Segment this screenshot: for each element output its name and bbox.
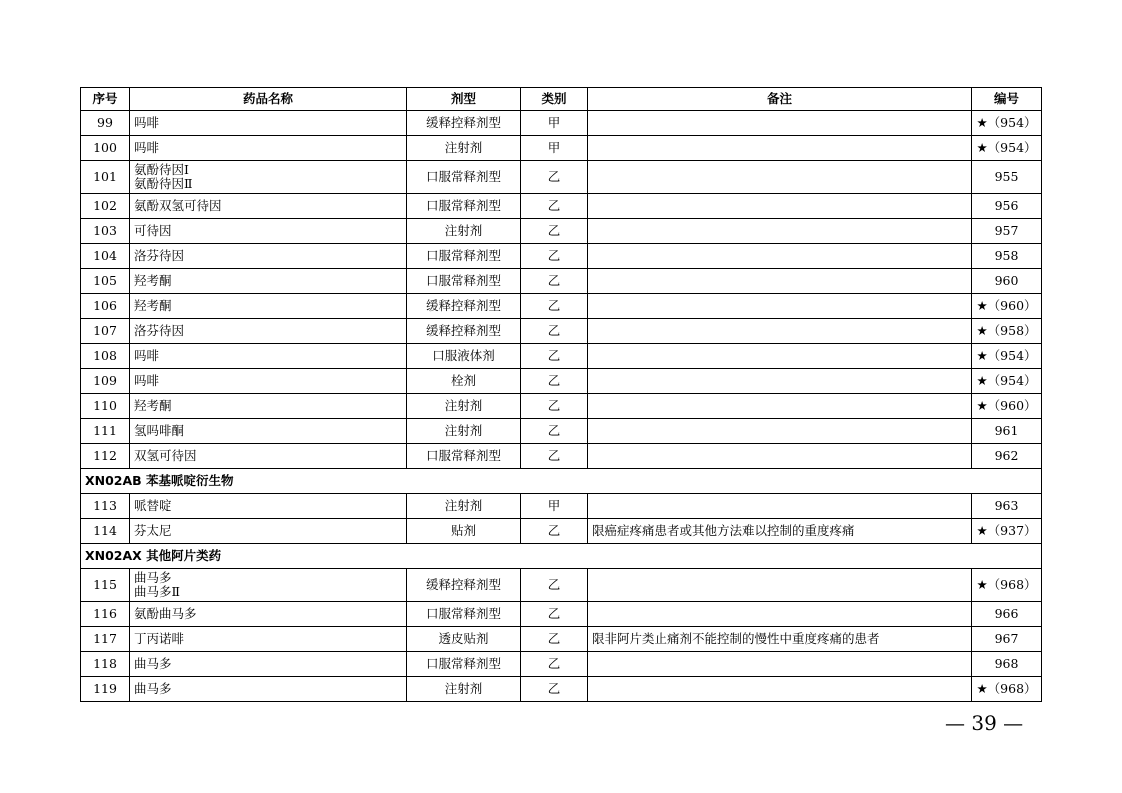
row-category: 乙 [521, 194, 588, 219]
row-name: 氢吗啡酮 [130, 419, 407, 444]
row-category: 乙 [521, 627, 588, 652]
row-code: ★（937） [972, 519, 1042, 544]
row-name: 丁丙诺啡 [130, 627, 407, 652]
row-no: 99 [81, 111, 130, 136]
row-no: 104 [81, 244, 130, 269]
row-form: 口服常释剂型 [407, 194, 521, 219]
row-code: 958 [972, 244, 1042, 269]
row-remarks [588, 444, 972, 469]
row-remarks [588, 494, 972, 519]
table-row [81, 219, 1042, 244]
row-category: 甲 [521, 494, 588, 519]
header-remarks: 备注 [588, 88, 972, 111]
row-name-line1: 氨酚待因Ⅰ [134, 162, 189, 177]
row-remarks [588, 244, 972, 269]
row-no: 101 [81, 161, 130, 194]
section-heading: XN02AX 其他阿片类药 [81, 544, 1042, 569]
row-name: 吗啡 [130, 344, 407, 369]
table-row [81, 652, 1042, 677]
row-category: 乙 [521, 369, 588, 394]
row-category: 乙 [521, 244, 588, 269]
row-category: 乙 [521, 319, 588, 344]
row-form: 口服常释剂型 [407, 444, 521, 469]
row-category: 乙 [521, 161, 588, 194]
row-name: 洛芬待因 [130, 244, 407, 269]
table-row [81, 136, 1042, 161]
table-row [81, 419, 1042, 444]
row-form: 口服液体剂 [407, 344, 521, 369]
table-row [81, 344, 1042, 369]
row-name [130, 161, 407, 194]
row-form: 注射剂 [407, 394, 521, 419]
row-form: 注射剂 [407, 219, 521, 244]
row-name-line1: 曲马多 [134, 570, 172, 585]
row-remarks [588, 677, 972, 702]
row-code: ★（954） [972, 111, 1042, 136]
row-code: ★（954） [972, 344, 1042, 369]
row-name: 芬太尼 [130, 519, 407, 544]
row-form: 缓释控释剂型 [407, 111, 521, 136]
row-name: 吗啡 [130, 136, 407, 161]
row-code: 957 [972, 219, 1042, 244]
row-code: 968 [972, 652, 1042, 677]
row-code: 960 [972, 269, 1042, 294]
table-row [81, 369, 1042, 394]
table-row [81, 627, 1042, 652]
row-code: 961 [972, 419, 1042, 444]
row-name: 吗啡 [130, 111, 407, 136]
row-no: 112 [81, 444, 130, 469]
table-row [81, 519, 1042, 544]
row-category: 乙 [521, 677, 588, 702]
row-form: 缓释控释剂型 [407, 569, 521, 602]
row-name: 氨酚双氢可待因 [130, 194, 407, 219]
row-form: 口服常释剂型 [407, 161, 521, 194]
row-form: 栓剂 [407, 369, 521, 394]
row-remarks [588, 294, 972, 319]
row-remarks: 限癌症疼痛患者或其他方法难以控制的重度疼痛 [588, 519, 972, 544]
row-name: 曲马多 [130, 652, 407, 677]
row-no: 102 [81, 194, 130, 219]
row-form: 口服常释剂型 [407, 269, 521, 294]
row-code: ★（954） [972, 369, 1042, 394]
row-form: 注射剂 [407, 677, 521, 702]
row-no: 115 [81, 569, 130, 602]
row-remarks [588, 161, 972, 194]
header-form: 剂型 [407, 88, 521, 111]
row-form: 注射剂 [407, 494, 521, 519]
row-no: 111 [81, 419, 130, 444]
row-remarks [588, 219, 972, 244]
drug-list-table [80, 87, 1042, 702]
row-no: 107 [81, 319, 130, 344]
row-remarks [588, 194, 972, 219]
row-form: 注射剂 [407, 136, 521, 161]
row-category: 乙 [521, 519, 588, 544]
table-row [81, 494, 1042, 519]
row-name: 双氢可待因 [130, 444, 407, 469]
row-no: 105 [81, 269, 130, 294]
page-number: — 39 — [945, 711, 1024, 735]
table-row [81, 677, 1042, 702]
row-code: 967 [972, 627, 1042, 652]
row-no: 114 [81, 519, 130, 544]
row-code: 966 [972, 602, 1042, 627]
table-row [81, 161, 1042, 194]
table-row [81, 111, 1042, 136]
row-name: 氨酚曲马多 [130, 602, 407, 627]
row-code: ★（968） [972, 569, 1042, 602]
row-remarks [588, 602, 972, 627]
row-remarks [588, 319, 972, 344]
row-remarks [588, 369, 972, 394]
row-category: 乙 [521, 444, 588, 469]
table-row [81, 394, 1042, 419]
row-code: 956 [972, 194, 1042, 219]
row-code: ★（960） [972, 294, 1042, 319]
row-category: 乙 [521, 394, 588, 419]
row-form: 注射剂 [407, 419, 521, 444]
row-no: 118 [81, 652, 130, 677]
row-no: 103 [81, 219, 130, 244]
header-name: 药品名称 [130, 88, 407, 111]
row-no: 117 [81, 627, 130, 652]
row-category: 乙 [521, 652, 588, 677]
row-form: 口服常释剂型 [407, 244, 521, 269]
row-no: 116 [81, 602, 130, 627]
row-remarks [588, 344, 972, 369]
table-row [81, 444, 1042, 469]
row-category: 乙 [521, 294, 588, 319]
row-no: 110 [81, 394, 130, 419]
row-name: 羟考酮 [130, 394, 407, 419]
row-category: 乙 [521, 419, 588, 444]
row-no: 109 [81, 369, 130, 394]
header-no: 序号 [81, 88, 130, 111]
row-category: 乙 [521, 219, 588, 244]
table-row [81, 194, 1042, 219]
row-code: ★（954） [972, 136, 1042, 161]
row-code: ★（960） [972, 394, 1042, 419]
row-code: 962 [972, 444, 1042, 469]
table-row [81, 569, 1042, 602]
row-remarks [588, 652, 972, 677]
row-name: 羟考酮 [130, 294, 407, 319]
row-remarks [588, 394, 972, 419]
row-category: 乙 [521, 569, 588, 602]
row-form: 缓释控释剂型 [407, 319, 521, 344]
header-category: 类别 [521, 88, 588, 111]
table-row [81, 319, 1042, 344]
row-name-line2: 氨酚待因Ⅱ [134, 176, 193, 191]
row-code: 963 [972, 494, 1042, 519]
row-name: 曲马多 [130, 677, 407, 702]
row-form: 口服常释剂型 [407, 602, 521, 627]
row-name: 可待因 [130, 219, 407, 244]
row-no: 108 [81, 344, 130, 369]
row-category: 乙 [521, 269, 588, 294]
row-no: 119 [81, 677, 130, 702]
row-form: 缓释控释剂型 [407, 294, 521, 319]
row-code: 955 [972, 161, 1042, 194]
row-code: ★（968） [972, 677, 1042, 702]
row-remarks [588, 136, 972, 161]
row-category: 乙 [521, 344, 588, 369]
row-name [130, 569, 407, 602]
row-remarks [588, 419, 972, 444]
row-code: ★（958） [972, 319, 1042, 344]
row-form: 贴剂 [407, 519, 521, 544]
row-remarks [588, 111, 972, 136]
header-code: 编号 [972, 88, 1042, 111]
row-name: 哌替啶 [130, 494, 407, 519]
row-remarks [588, 269, 972, 294]
row-remarks: 限非阿片类止痛剂不能控制的慢性中重度疼痛的患者 [588, 627, 972, 652]
table-row [81, 269, 1042, 294]
row-name: 羟考酮 [130, 269, 407, 294]
row-no: 106 [81, 294, 130, 319]
table-row [81, 602, 1042, 627]
table-row [81, 244, 1042, 269]
row-no: 113 [81, 494, 130, 519]
row-category: 甲 [521, 136, 588, 161]
section-heading: XN02AB 苯基哌啶衍生物 [81, 469, 1042, 494]
row-form: 透皮贴剂 [407, 627, 521, 652]
row-category: 甲 [521, 111, 588, 136]
section-row-xn02ax [81, 544, 1042, 569]
row-no: 100 [81, 136, 130, 161]
row-name-line2: 曲马多Ⅱ [134, 584, 180, 599]
table-header-row [81, 88, 1042, 111]
row-form: 口服常释剂型 [407, 652, 521, 677]
section-row-xn02ab [81, 469, 1042, 494]
row-name: 吗啡 [130, 369, 407, 394]
row-category: 乙 [521, 602, 588, 627]
row-name: 洛芬待因 [130, 319, 407, 344]
row-remarks [588, 569, 972, 602]
table-row [81, 294, 1042, 319]
